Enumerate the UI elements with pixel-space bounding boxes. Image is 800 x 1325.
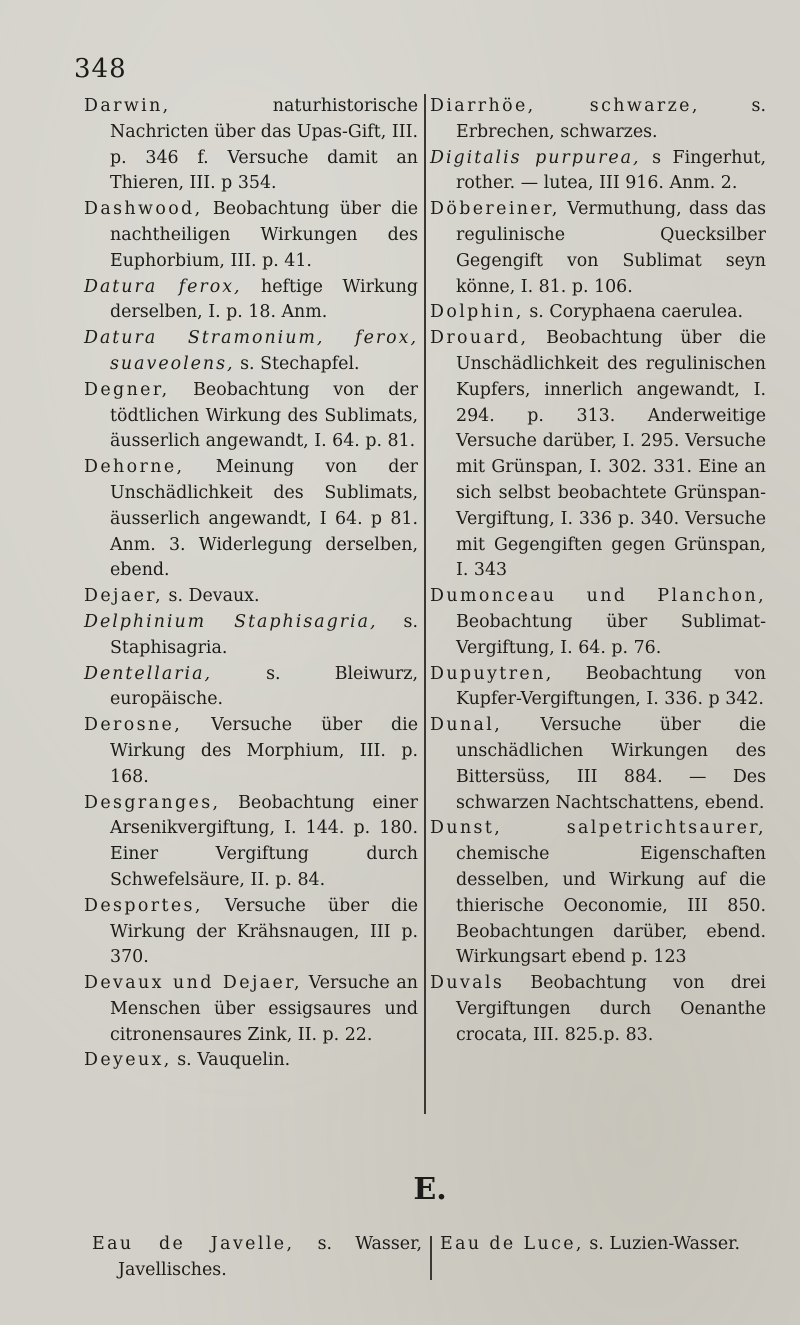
index-entry bbox=[84, 971, 418, 1048]
column-divider bbox=[424, 94, 426, 1114]
index-entry-text: Beobachtung über Sublimat-Vergiftung, I. 64. p. 76. bbox=[456, 611, 766, 658]
index-entry-heading: Dejaer, bbox=[84, 586, 164, 607]
index-entry-heading: Dolphin, bbox=[430, 302, 524, 323]
index-entry bbox=[430, 971, 766, 1048]
index-entry-text: Versuche über die Wirkung der Krähsnaugen, III p. 370. bbox=[110, 895, 418, 968]
index-entry-text: Beobachtung über die Unschädlichkeit des regulinischen Kupfers, innerlich angewandt, I. 294. p. 313. Anderweitige Versuche darüber, I. 295. Versuche mit Grünspan, I. 302. 331. Eine an sich selbst beobachtete Grünspan-Vergiftung, I. 336 p. 340. Versuche mit Gegengiften gegen Grünspan, I. 343 bbox=[456, 328, 766, 581]
index-entry-heading: Dupuytren, bbox=[430, 663, 554, 684]
index-entry-text: Meinung von der Unschädlichkeit des Sublimats, äusserlich angewandt, I 64. p 81. Anm. 3. Widerlegung derselben, ebend. bbox=[110, 457, 418, 581]
index-entry-heading: Dashwood, bbox=[84, 199, 203, 220]
index-entry-heading: Datura Stramonium, ferox, suaveolens, bbox=[84, 328, 418, 374]
index-entry bbox=[440, 1232, 770, 1258]
index-entry bbox=[430, 584, 766, 661]
index-entry-text: Beobachtung von der tödtlichen Wirkung des Sublimats, äusserlich angewandt, I. 64. p. 81. bbox=[110, 379, 418, 452]
page-number: 348 bbox=[74, 54, 127, 84]
index-entry-text: Versuche an Menschen über essigsaures und citronensaures Zink, II. p. 22. bbox=[110, 973, 418, 1045]
index-entry-heading: Digitalis purpurea, bbox=[430, 147, 641, 168]
index-entry-text: s Fingerhut, rother. — lutea, III 916. Anm. 2. bbox=[456, 147, 766, 194]
index-entry-heading: Dehorne, bbox=[84, 457, 185, 478]
index-entry bbox=[430, 816, 766, 971]
index-entry-text: s. Coryphaena caerulea. bbox=[523, 302, 743, 323]
index-column-left bbox=[84, 94, 418, 1074]
index-entry bbox=[84, 326, 418, 378]
index-entry-text: s. Stechapfel. bbox=[234, 353, 360, 374]
index-entry-heading: Desgranges, bbox=[84, 792, 221, 813]
index-entry-heading: Döbereiner, bbox=[430, 199, 560, 220]
index-entry-heading: Desportes, bbox=[84, 895, 203, 916]
index-column-left-e bbox=[92, 1232, 422, 1284]
index-column-right bbox=[430, 94, 766, 1048]
index-entry-text: s. Devaux. bbox=[163, 586, 260, 607]
index-entry-text: naturhistorische Nachricten über das Upas-Gift, III. p. 346 f. Versuche damit an Thieren, III. p 354. bbox=[110, 96, 418, 194]
index-entry-heading: Darwin, bbox=[84, 96, 171, 116]
index-entry bbox=[430, 662, 766, 714]
index-entry-text: Versuche über die Wirkung des Morphium, III. p. 168. bbox=[110, 715, 418, 787]
index-entry bbox=[430, 713, 766, 816]
index-entry-heading: Drouard, bbox=[430, 328, 529, 349]
index-entry bbox=[430, 94, 766, 146]
index-entry bbox=[84, 378, 418, 455]
index-entry bbox=[84, 1048, 418, 1074]
index-entry-text: s. Vauquelin. bbox=[171, 1050, 291, 1071]
index-entry-heading: Duvals bbox=[430, 973, 505, 994]
index-entry bbox=[84, 610, 418, 662]
index-entry-heading: Eau de Luce, bbox=[440, 1234, 584, 1254]
index-entry-text: Beobachtung von Kupfer-Vergiftungen, I. 336. p 342. bbox=[456, 663, 766, 710]
index-entry-text: Vermuthung, dass das regulinische Quecksilber Gegengift von Sublimat seyn könne, I. 81. p. 106. bbox=[456, 199, 766, 297]
index-entry-heading: Deyeux, bbox=[84, 1050, 172, 1071]
index-entry bbox=[430, 326, 766, 584]
index-entry bbox=[430, 300, 766, 326]
section-letter: E. bbox=[413, 1172, 447, 1207]
index-entry-text: heftige Wirkung derselben, I. p. 18. Anm. bbox=[110, 276, 418, 323]
index-entry bbox=[430, 197, 766, 300]
index-entry-text: s. Bleiwurz, europäische. bbox=[110, 663, 418, 710]
index-entry-text: Beobachtung von drei Vergiftungen durch Oenanthe crocata, III. 825.p. 83. bbox=[456, 973, 766, 1045]
index-entry-heading: Derosne, bbox=[84, 715, 183, 736]
index-entry bbox=[84, 584, 418, 610]
index-entry-heading: Dentellaria, bbox=[84, 663, 212, 684]
index-entry bbox=[92, 1232, 422, 1284]
index-entry-heading: Eau de Javelle, bbox=[92, 1234, 295, 1254]
index-entry-heading: Dunst, salpetrichtsaurer, bbox=[430, 818, 766, 839]
index-entry-heading: Diarrhöe, schwarze, bbox=[430, 96, 700, 116]
index-column-right-e bbox=[440, 1232, 770, 1258]
index-entry-text: s. Staphisagria. bbox=[110, 611, 418, 658]
index-entry-text: Beobachtung über die nachtheiligen Wirkungen des Euphorbium, III. p. 41. bbox=[110, 199, 418, 271]
index-entry-text: Beobachtung einer Arsenikvergiftung, I. 144. p. 180. Einer Vergiftung durch Schwefelsäure, II. p. 84. bbox=[110, 792, 418, 890]
index-entry-text: s. Erbrechen, schwarzes. bbox=[456, 96, 767, 142]
index-entry-text: s. Wasser, Javellisches. bbox=[118, 1234, 422, 1280]
index-entry bbox=[84, 275, 418, 327]
column-divider-e bbox=[430, 1236, 432, 1280]
index-entry bbox=[84, 455, 418, 584]
index-entry-text: s. Luzien-Wasser. bbox=[583, 1234, 741, 1254]
index-entry-heading: Dunal, bbox=[430, 715, 503, 736]
index-entry-heading: Degner, bbox=[84, 379, 170, 400]
index-entry-heading: Devaux und Dejaer, bbox=[84, 973, 302, 994]
index-entry bbox=[84, 197, 418, 274]
index-entry bbox=[84, 713, 418, 790]
index-entry-heading: Delphinium Staphisagria, bbox=[84, 611, 378, 632]
index-entry-text: Versuche über die unschädlichen Wirkungen des Bittersüss, III 884. — Des schwarzen Nachtschattens, ebend. bbox=[456, 715, 766, 813]
index-entry-text: chemische Eigenschaften desselben, und Wirkung auf die thierische Oeconomie, III 850. Beobachtungen darüber, ebend. Wirkungsart ebend p. 123 bbox=[456, 844, 766, 968]
index-entry bbox=[84, 94, 418, 197]
index-entry-heading: Dumonceau und Planchon, bbox=[430, 586, 766, 607]
index-entry-heading: Datura ferox, bbox=[84, 276, 242, 297]
index-entry bbox=[84, 791, 418, 894]
index-entry bbox=[84, 662, 418, 714]
index-entry bbox=[84, 894, 418, 971]
index-entry bbox=[430, 146, 766, 198]
